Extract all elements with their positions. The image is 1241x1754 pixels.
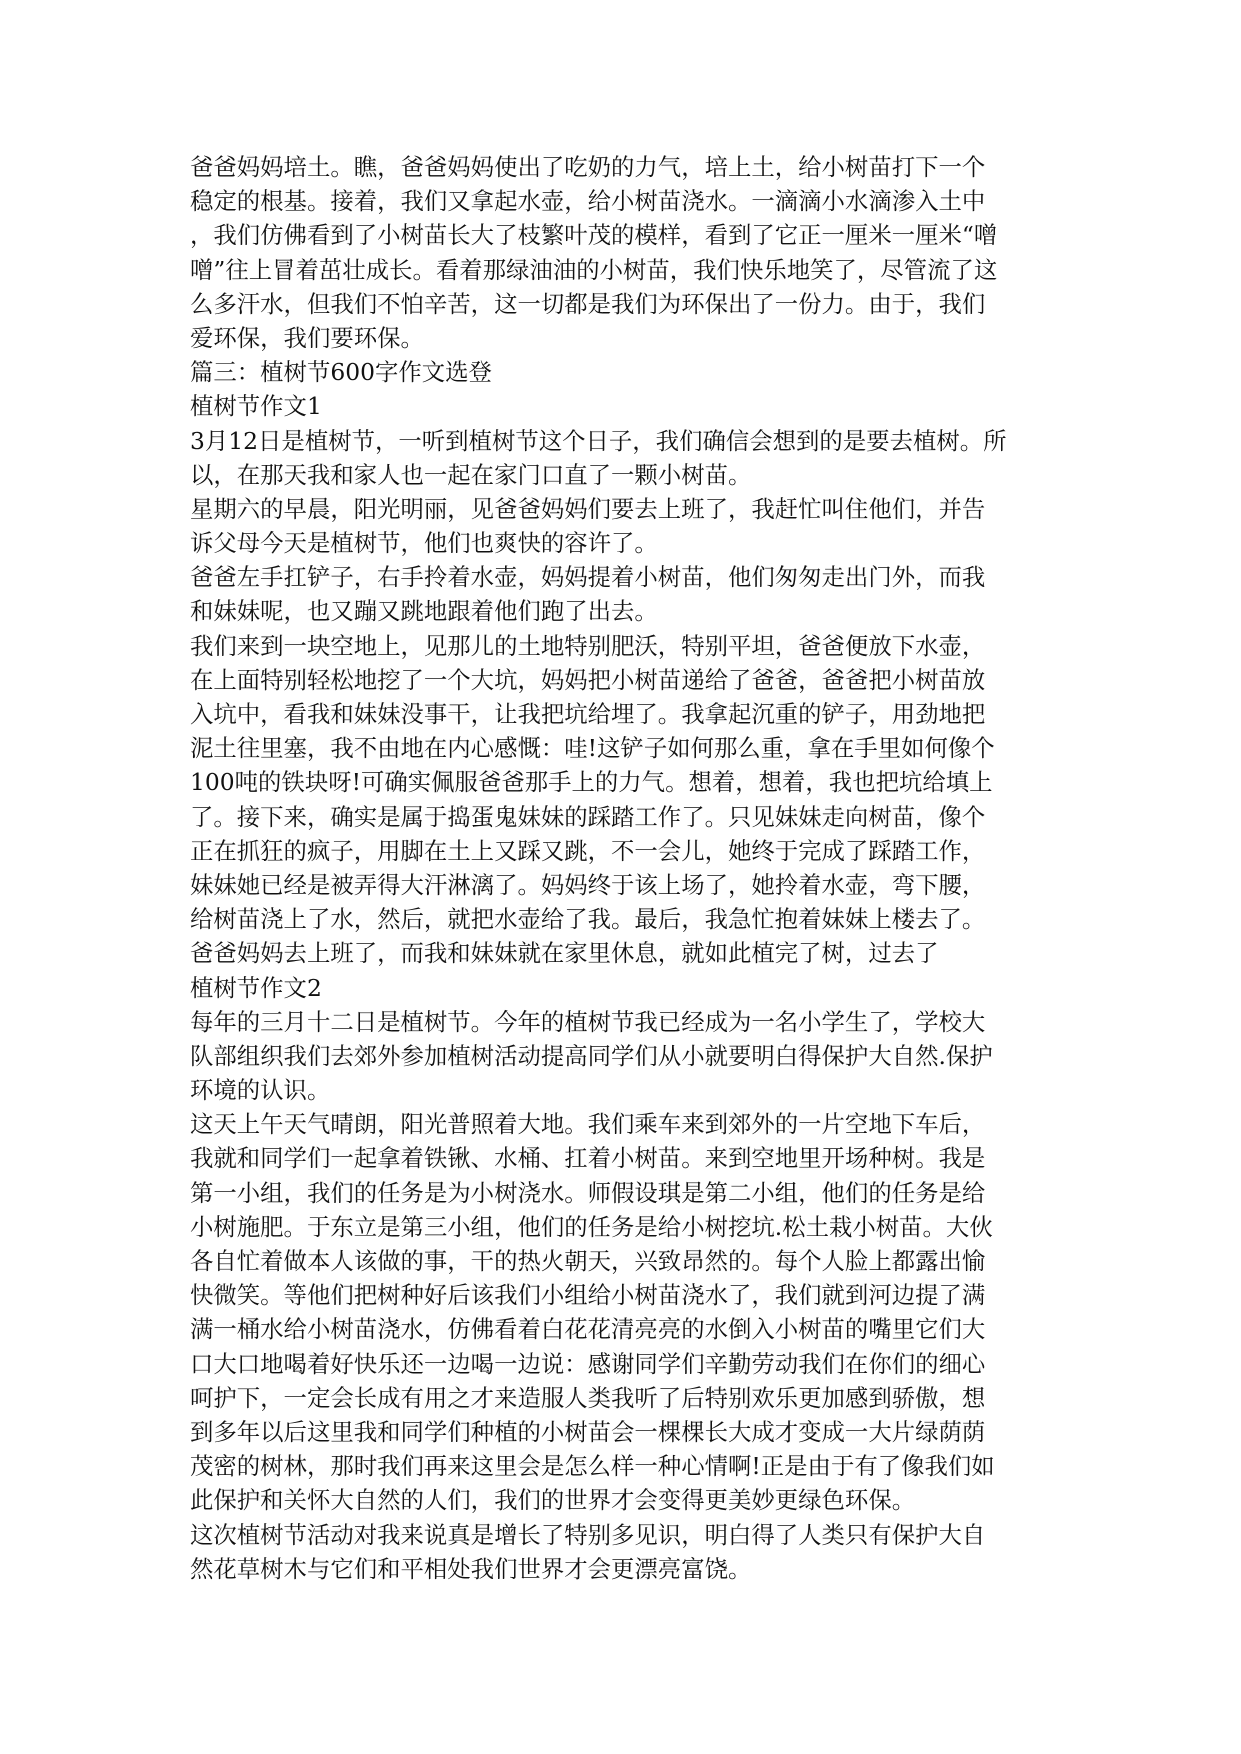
- text-line: 诉父母今天是植树节，他们也爽快的容许了。: [190, 529, 658, 558]
- text-line: 第一小组，我们的任务是为小树浇水。师假设琪是第二小组，他们的任务是给: [190, 1178, 986, 1207]
- text-line: 口大口地喝着好快乐还一边喝一边说：感谢同学们辛勤劳动我们在你们的细心: [190, 1349, 986, 1378]
- text-line: 到多年以后这里我和同学们种植的小树苗会一棵棵长大成才变成一大片绿荫荫: [190, 1417, 986, 1446]
- text-line: 植树节作文1: [190, 392, 322, 421]
- text-line: 给树苗浇上了水，然后，就把水壶给了我。最后，我急忙抱着妹妹上楼去了。: [190, 905, 986, 934]
- text-line: 队部组织我们去郊外参加植树活动提高同学们从小就要明白得保护大自然.保护: [190, 1041, 993, 1070]
- text-line: 我们来到一块空地上，见那儿的土地特别肥沃，特别平坦，爸爸便放下水壶，: [190, 631, 986, 660]
- text-line: 此保护和关怀大自然的人们，我们的世界才会变得更美妙更绿色环保。: [190, 1486, 916, 1515]
- text-line: 了。接下来，确实是属于捣蛋鬼妹妹的踩踏工作了。只见妹妹走向树苗，像个: [190, 802, 986, 831]
- text-line: 和妹妹呢，也又蹦又跳地跟着他们跑了出去。: [190, 597, 658, 626]
- text-line: 我就和同学们一起拿着铁锹、水桶、扛着小树苗。来到空地里开场种树。我是: [190, 1144, 986, 1173]
- text-line: 么多汗水，但我们不怕辛苦，这一切都是我们为环保出了一份力。由于，我们: [190, 289, 986, 318]
- text-line: 这天上午天气晴朗，阳光普照着大地。我们乘车来到郊外的一片空地下车后，: [190, 1110, 986, 1139]
- text-line: 每年的三月十二日是植树节。今年的植树节我已经成为一名小学生了，学校大: [190, 1007, 986, 1036]
- text-line: 各自忙着做本人该做的事，干的热火朝天，兴致昂然的。每个人脸上都露出愉: [190, 1247, 986, 1275]
- text-line: ，我们仿佛看到了小树苗长大了枝繁叶茂的模样，看到了它正一厘米一厘米“噌: [190, 221, 998, 250]
- text-line: 呵护下，一定会长成有用之才来造服人类我听了后特别欢乐更加感到骄傲，想: [190, 1383, 986, 1412]
- text-line: 植树节作文2: [190, 973, 322, 1002]
- text-line: 稳定的根基。接着，我们又拿起水壶，给小树苗浇水。一滴滴小水滴渗入土中: [190, 187, 986, 216]
- text-line: 泥土往里塞，我不由地在内心感慨：哇!这铲子如何那么重，拿在手里如何像个: [190, 734, 995, 763]
- text-line: 篇三：植树节600字作文选登: [190, 358, 492, 387]
- text-line: 入坑中，看我和妹妹没事干，让我把坑给埋了。我拿起沉重的铲子，用劲地把: [190, 700, 986, 728]
- document-body: [190, 150, 1060, 1586]
- text-line: 茂密的树林，那时我们再来这里会是怎么样一种心情啊!正是由于有了像我们如: [190, 1452, 995, 1481]
- text-line: 3月12日是植树节，一听到植树节这个日子，我们确信会想到的是要去植树。所: [190, 426, 1007, 455]
- text-line: 然花草树木与它们和平相处我们世界才会更漂亮富饶。: [190, 1554, 752, 1583]
- text-line: 以，在那天我和家人也一起在家门口直了一颗小树苗。: [190, 460, 752, 489]
- text-line: 快微笑。等他们把树种好后该我们小组给小树苗浇水了，我们就到河边提了满: [190, 1281, 986, 1310]
- text-line: 这次植树节活动对我来说真是增长了特别多见识，明白得了人类只有保护大自: [190, 1520, 986, 1549]
- text-line: 爱环保，我们要环保。: [190, 323, 424, 352]
- text-line: 噌”往上冒着茁壮成长。看着那绿油油的小树苗，我们快乐地笑了，尽管流了这: [190, 255, 998, 284]
- text-line: 环境的认识。: [190, 1076, 331, 1105]
- text-line: 正在抓狂的疯子，用脚在土上又踩又跳，不一会儿，她终于完成了踩踏工作，: [190, 836, 986, 865]
- text-line: 满一桶水给小树苗浇水，仿佛看着白花花清亮亮的水倒入小树苗的嘴里它们大: [190, 1315, 986, 1344]
- text-line: 星期六的早晨，阳光明丽，见爸爸妈妈们要去上班了，我赶忙叫住他们，并告: [190, 494, 986, 523]
- text-line: 在上面特别轻松地挖了一个大坑，妈妈把小树苗递给了爸爸，爸爸把小树苗放: [190, 665, 986, 694]
- text-line: 妹妹她已经是被弄得大汗淋漓了。妈妈终于该上场了，她拎着水壶，弯下腰，: [190, 870, 986, 899]
- text-line: 爸爸妈妈去上班了，而我和妹妹就在家里休息，就如此植完了树，过去了: [190, 939, 939, 968]
- text-line: 小树施肥。于东立是第三小组，他们的任务是给小树挖坑.松土栽小树苗。大伙: [190, 1212, 993, 1241]
- text-line: 爸爸妈妈培土。瞧，爸爸妈妈使出了吃奶的力气，培上土，给小树苗打下一个: [190, 153, 986, 181]
- text-line: 爸爸左手扛铲子，右手拎着水壶，妈妈提着小树苗，他们匆匆走出门外，而我: [190, 563, 986, 592]
- text-line: 100吨的铁块呀!可确实佩服爸爸那手上的力气。想着，想着，我也把坑给填上: [190, 768, 993, 797]
